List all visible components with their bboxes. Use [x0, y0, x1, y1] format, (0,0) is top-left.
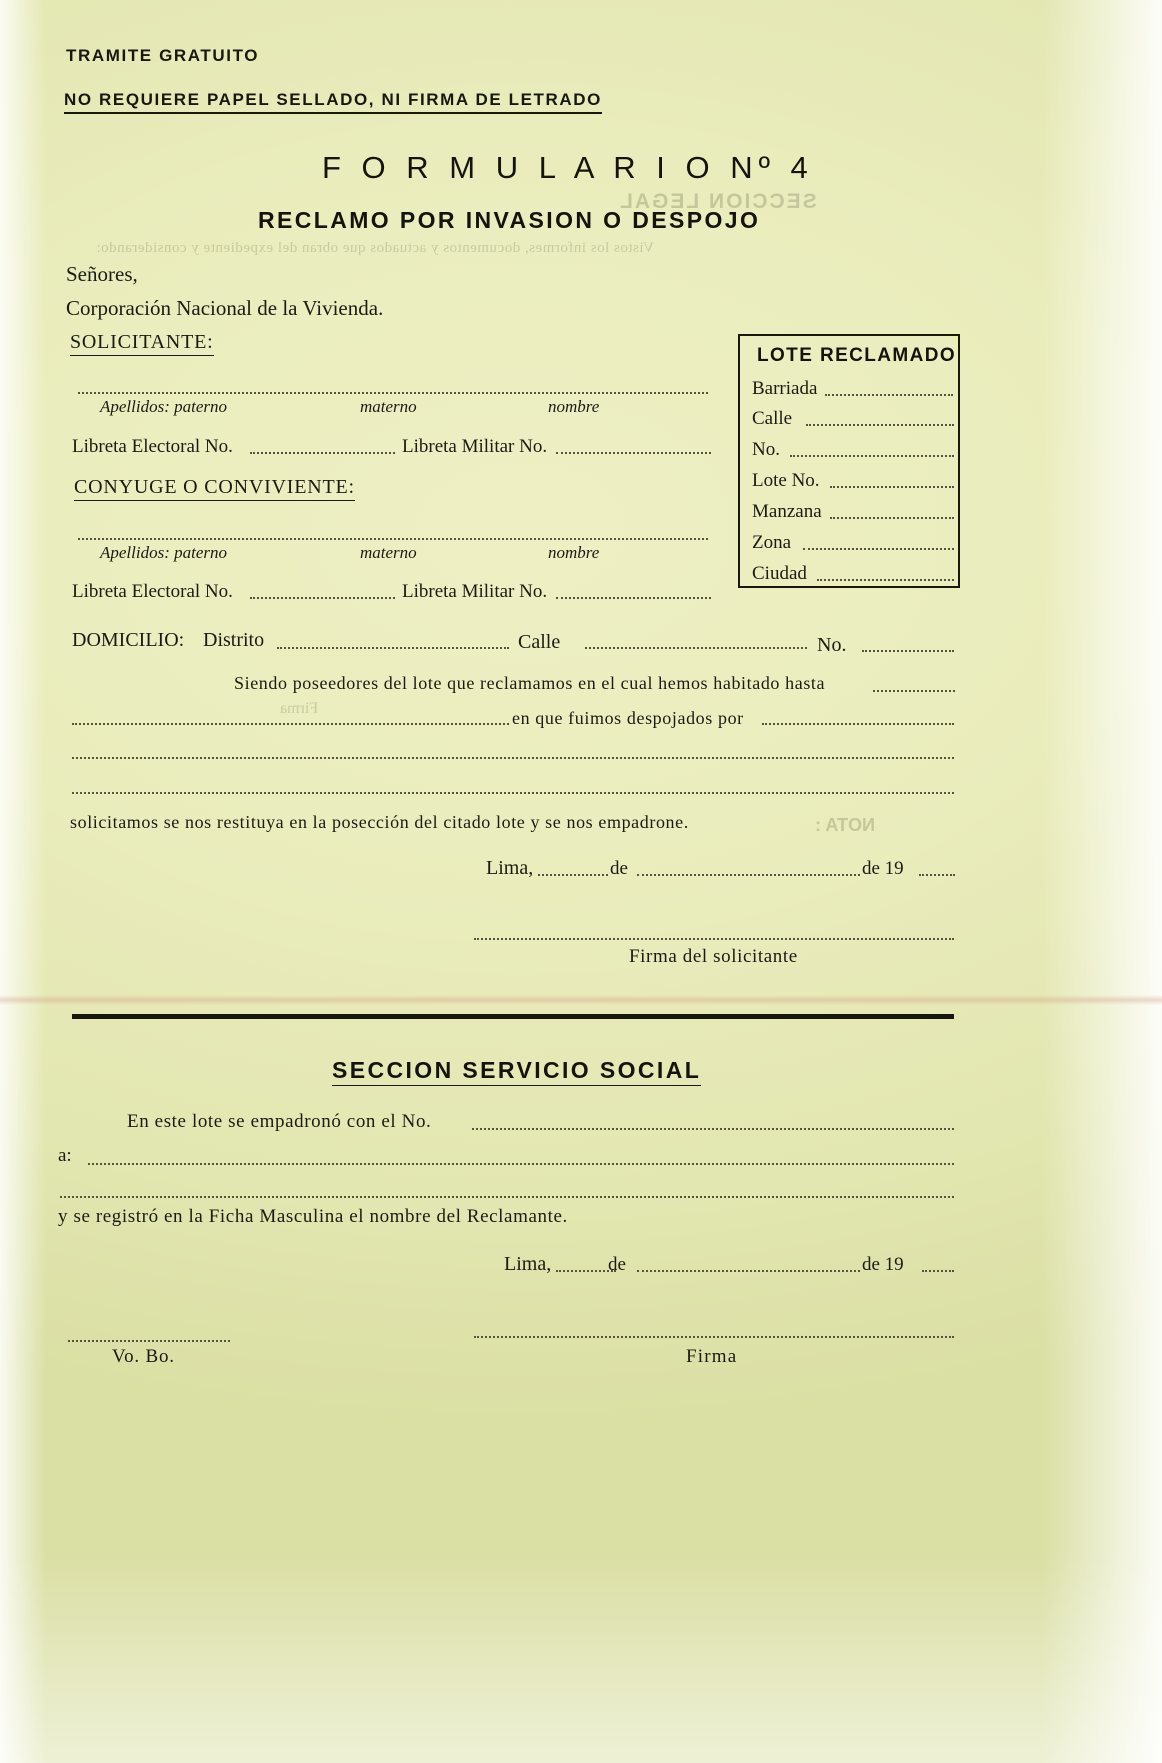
spouse-hint-materno: materno	[360, 543, 417, 562]
applicant-name-line[interactable]	[78, 392, 708, 394]
form-subtitle: RECLAMO POR INVASION O DESPOJO	[258, 207, 761, 233]
body-blank-line-2[interactable]	[72, 792, 954, 794]
section-divider	[72, 1014, 954, 1019]
date-month-line[interactable]	[637, 874, 860, 876]
social-firma-label: Firma	[686, 1346, 738, 1367]
spouse-libreta-militar-label: Libreta Militar No.	[402, 581, 548, 602]
vobo-label: Vo. Bo.	[112, 1346, 175, 1367]
social-section-title: SECCION SERVICIO SOCIAL	[332, 1057, 701, 1086]
body-line-2-fill-left[interactable]	[72, 723, 509, 725]
body-line-2: en que fuimos despojados por	[512, 708, 744, 728]
social-date-year-line[interactable]	[922, 1270, 954, 1272]
lote-field-calle-line[interactable]	[806, 424, 954, 426]
lote-field-no-label: No.	[752, 439, 780, 460]
lote-field-barriada-line[interactable]	[825, 394, 953, 396]
lote-field-manzana-line[interactable]	[830, 517, 954, 519]
no-requiere-papel-header: NO REQUIERE PAPEL SELLADO, NI FIRMA DE LETRADO	[64, 90, 602, 114]
domicilio-distrito-label: Distrito	[203, 629, 265, 651]
social-date-month-line[interactable]	[637, 1270, 860, 1272]
hint-materno: materno	[360, 397, 417, 416]
body-line-1: Siendo poseedores del lote que reclamamos en el cual hemos habitado hasta	[234, 673, 826, 693]
applicant-label: SOLICITANTE:	[70, 331, 214, 356]
social-line-1: En este lote se empadronó con el No.	[127, 1111, 432, 1132]
lote-field-lote-no-label: Lote No.	[752, 470, 820, 491]
spouse-libreta-electoral-line[interactable]	[250, 597, 395, 599]
applicant-signature-label: Firma del solicitante	[629, 946, 798, 967]
applicant-libreta-militar-label: Libreta Militar No.	[402, 436, 548, 457]
body-blank-line-1[interactable]	[72, 757, 954, 759]
spouse-hint-nombre: nombre	[548, 543, 600, 562]
social-date-day-line[interactable]	[556, 1270, 616, 1272]
social-date-de-2: de 19	[862, 1254, 904, 1275]
addressee-senores: Señores,	[66, 262, 138, 286]
spouse-libreta-militar-line[interactable]	[556, 597, 711, 599]
domicilio-calle-label: Calle	[518, 631, 561, 653]
bleed-seccion-legal: SECCION LEGAL	[618, 190, 817, 213]
lote-reclamado-title: LOTE RECLAMADO	[757, 345, 957, 366]
social-blank-line[interactable]	[60, 1196, 954, 1198]
body-line-2-fill-right[interactable]	[762, 723, 954, 725]
spouse-hint-apellidos-paterno: Apellidos: paterno	[100, 543, 228, 562]
lote-field-lote-no-line[interactable]	[830, 486, 954, 488]
addressee-corporacion: Corporación Nacional de la Vivienda.	[66, 296, 384, 320]
bleed-vistos-line: Vistos los informes, documentos y actuados que obran del expediente y considerando:	[96, 240, 654, 256]
lote-field-zona-line[interactable]	[803, 548, 954, 550]
applicant-libreta-electoral-label: Libreta Electoral No.	[72, 436, 233, 457]
date-de-1: de	[610, 858, 628, 879]
date-de-2: de 19	[862, 858, 904, 879]
date-year-line[interactable]	[919, 874, 955, 876]
applicant-libreta-militar-line[interactable]	[556, 452, 711, 454]
social-line-3: y se registró en la Ficha Masculina el nombre del Reclamante.	[58, 1206, 568, 1227]
social-line-2-label: a:	[58, 1145, 72, 1166]
lote-field-zona-label: Zona	[752, 532, 792, 553]
date-day-line[interactable]	[538, 874, 608, 876]
domicilio-no-line[interactable]	[862, 650, 954, 652]
domicilio-distrito-line[interactable]	[277, 647, 509, 649]
domicilio-label: DOMICILIO:	[72, 629, 185, 651]
lote-field-barriada-label: Barriada	[752, 378, 818, 399]
social-date-de-1: de	[608, 1254, 626, 1275]
applicant-signature-line[interactable]	[474, 938, 954, 940]
spouse-libreta-electoral-label: Libreta Electoral No.	[72, 581, 233, 602]
body-line-3: solicitamos se nos restituya en la posección del citado lote y se nos empadrone.	[70, 812, 689, 832]
form-title: F O R M U L A R I O Nº 4	[322, 150, 814, 185]
tramite-gratuito-header: TRAMITE GRATUITO	[66, 46, 260, 65]
lote-field-ciudad-line[interactable]	[817, 579, 954, 581]
lote-field-no-line[interactable]	[790, 455, 954, 457]
social-date-city-label: Lima,	[504, 1253, 552, 1275]
social-line-1-fill[interactable]	[472, 1128, 954, 1130]
bleed-nota: NOTA :	[815, 815, 875, 835]
bleed-firma: Firma	[280, 700, 319, 717]
hint-apellidos-paterno: Apellidos: paterno	[100, 397, 228, 416]
applicant-libreta-electoral-line[interactable]	[250, 452, 395, 454]
lote-field-calle-label: Calle	[752, 408, 793, 429]
date-city-label: Lima,	[486, 857, 534, 879]
lote-field-manzana-label: Manzana	[752, 501, 822, 522]
social-firma-line[interactable]	[474, 1336, 954, 1338]
social-line-2-fill[interactable]	[88, 1163, 954, 1165]
domicilio-no-label: No.	[817, 634, 847, 656]
spouse-name-line[interactable]	[78, 538, 708, 540]
lote-field-ciudad-label: Ciudad	[752, 563, 807, 584]
hint-nombre: nombre	[548, 397, 600, 416]
vobo-signature-line[interactable]	[68, 1340, 230, 1342]
body-line-1-fill[interactable]	[873, 690, 955, 692]
domicilio-calle-line[interactable]	[585, 647, 807, 649]
spouse-label: CONYUGE O CONVIVIENTE:	[74, 476, 355, 501]
